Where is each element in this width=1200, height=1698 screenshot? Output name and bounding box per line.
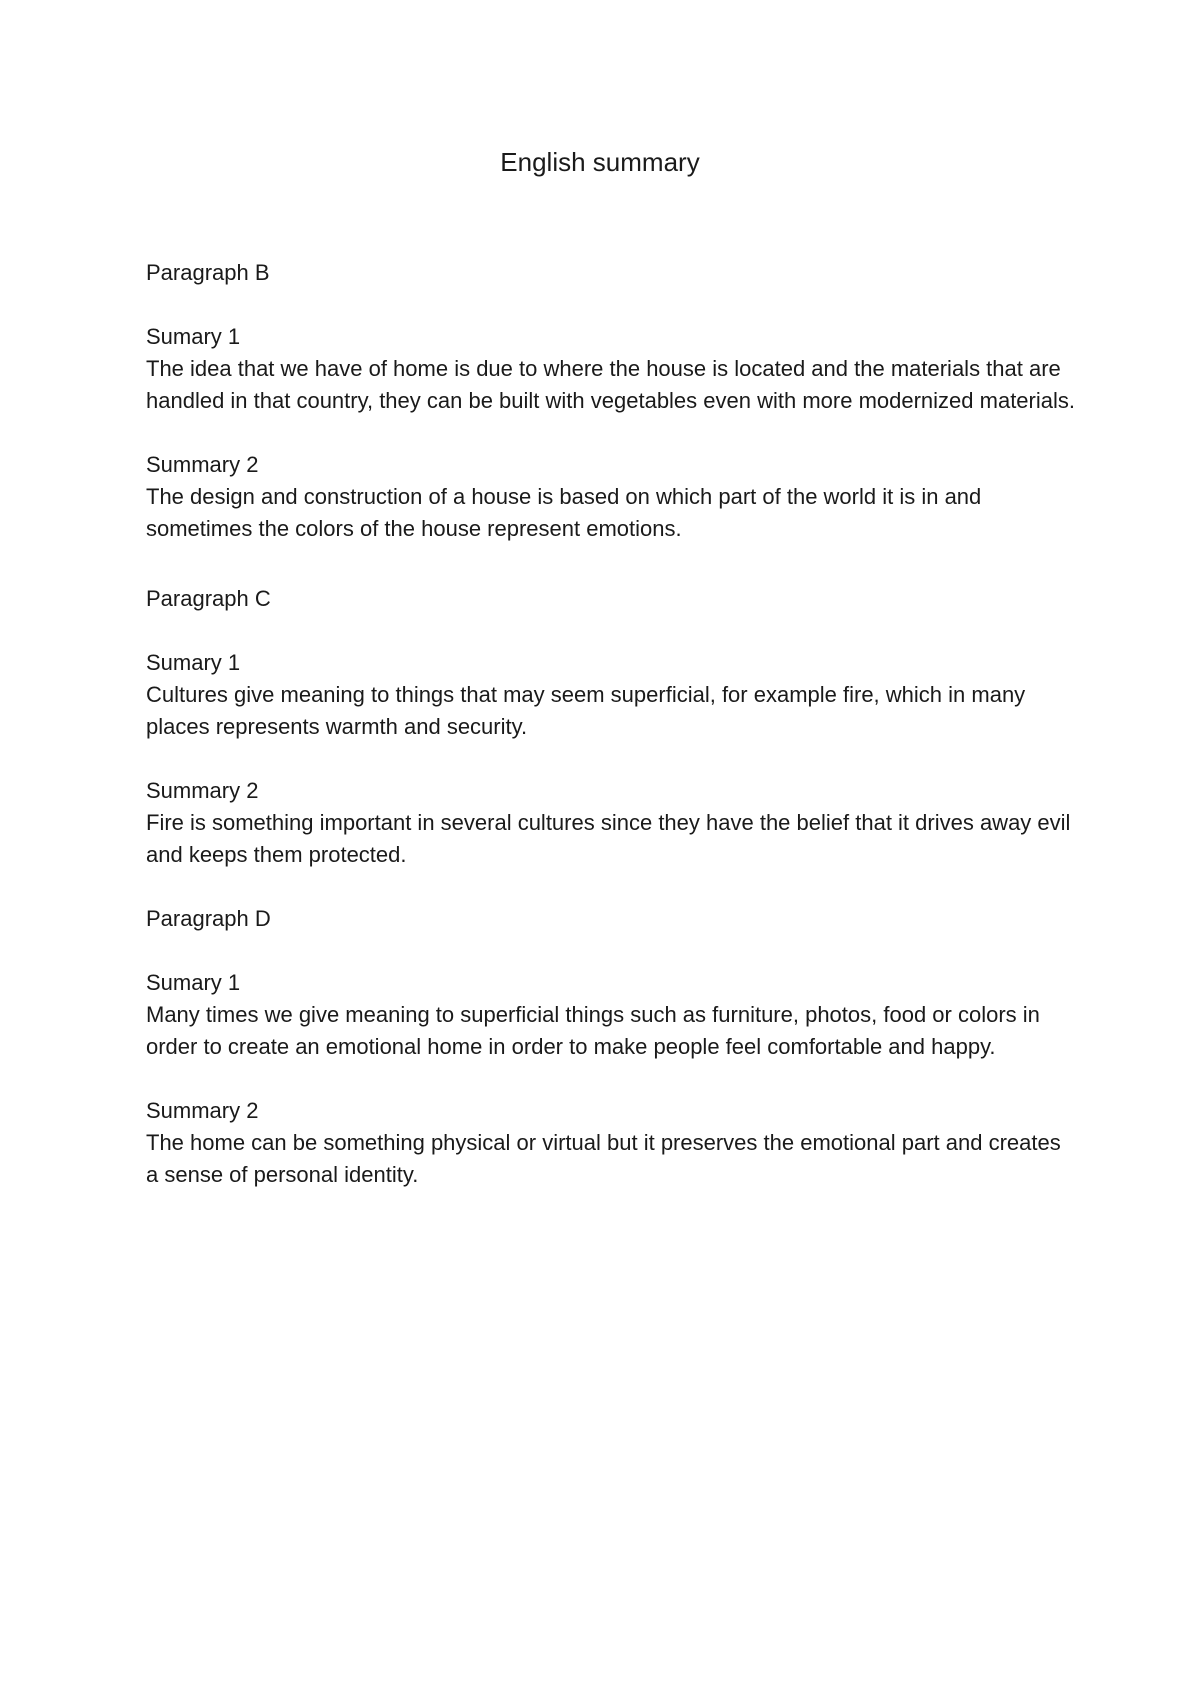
summary-block bbox=[146, 1095, 1076, 1191]
summary-block bbox=[146, 449, 1076, 545]
section-heading: Paragraph C bbox=[146, 586, 271, 611]
summary-label: Sumary 1 bbox=[146, 324, 241, 349]
summary-text: The design and construction of a house is based on which part of the world it is in and sometimes the colors of the house represent emotions. bbox=[146, 484, 982, 541]
summary-label: Sumary 1 bbox=[146, 970, 241, 995]
section-heading: Paragraph B bbox=[146, 260, 270, 285]
summary-block bbox=[146, 321, 1076, 417]
summary-text: Many times we give meaning to superficial things such as furniture, photos, food or colors in order to create an emotional home in order to make people feel comfortable and happy. bbox=[146, 1002, 1040, 1059]
section-paragraph-c bbox=[146, 583, 1076, 871]
document-title: English summary bbox=[500, 147, 700, 177]
summary-label: Summary 2 bbox=[146, 452, 259, 477]
summary-text: The idea that we have of home is due to where the house is located and the materials that are handled in that country, they can be built with vegetables even with more modernized materials. bbox=[146, 356, 1075, 413]
summary-text: Cultures give meaning to things that may seem superficial, for example fire, which in many places represents warmth and security. bbox=[146, 682, 1026, 739]
section-heading: Paragraph D bbox=[146, 906, 271, 931]
summary-text: Fire is something important in several cultures since they have the belief that it drives away evil and keeps them protected. bbox=[146, 810, 1071, 867]
summary-label: Sumary 1 bbox=[146, 650, 241, 675]
summary-label: Summary 2 bbox=[146, 1098, 259, 1123]
document-body bbox=[146, 257, 1076, 1223]
section-paragraph-d bbox=[146, 903, 1076, 1191]
summary-text: The home can be something physical or virtual but it preserves the emotional part and creates a sense of personal identity. bbox=[146, 1130, 1061, 1187]
summary-label: Summary 2 bbox=[146, 778, 259, 803]
summary-block bbox=[146, 647, 1076, 743]
summary-block bbox=[146, 775, 1076, 871]
section-paragraph-b bbox=[146, 257, 1076, 545]
summary-block bbox=[146, 967, 1076, 1063]
